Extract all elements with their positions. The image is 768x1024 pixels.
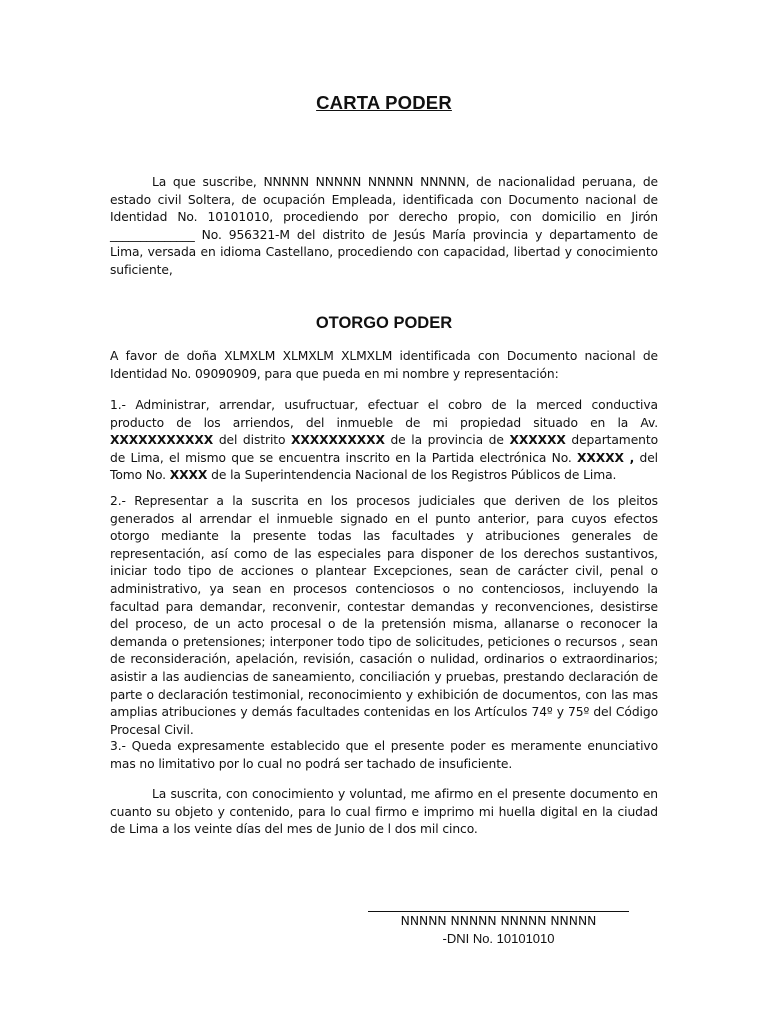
- clause-2-paragraph: 2.- Representar a la suscrita en los procesos judiciales que deriven de los pleitos generados al arrendar el inmueble signado en el punto anterior, para cuyos efectos otorgo mediante la presente todas las facultades y atribuciones generales de representación, así como de las especiales para disponer de los derechos sustantivos, iniciar todo tipo de acciones o plantear Excepciones, sean de carácter civil, penal o administrativo, ya sean en procesos contenciosos o no contenciosos, incluyendo la facultad para demandar, reconvenir, contestar demandas y reconvenciones, desistirse del proceso, de un acto procesal o de la pretensión misma, allanarse o reconocer la demanda o pretensiones; interponer todo tipo de solicitudes, peticiones o recursos , sean de reconsideración, apelación, revisión, casación o nulidad, ordinarios o extraordinarios; asistir a las audiencias de saneamiento, conciliación y pruebas, prestando declaración de parte o declaración testimonial, reconocimiento y exhibición de documentos, con las mas amplias atribuciones y demás facultades contenidas en los Artículos 74º y 75º del Código Procesal Civil.: [110, 494, 658, 737]
- clause-3-paragraph: 3.- Queda expresamente establecido que el presente poder es meramente enunciativo mas no limitativo por lo cual no podrá ser tachado de insuficiente.: [110, 739, 658, 771]
- clause-1-paragraph: [110, 397, 658, 485]
- clause-1-district: XXXXXXXXXX: [291, 433, 385, 448]
- signature-name: NNNNN NNNNN NNNNN NNNNN: [400, 914, 597, 928]
- favor-paragraph: A favor de doña XLMXLM XLMXLM XLMXLM identificada con Documento nacional de Identidad No. 09090909, para que pueda en mi nombre y representación:: [110, 349, 658, 381]
- signature-line: [368, 911, 629, 912]
- clause-1-text-d: departamento de Lima, el mismo que se encuentra inscrito en la Partida electrónica No.: [110, 433, 658, 465]
- clause-1-text-b: del distrito: [213, 433, 292, 448]
- intro-paragraph: La que suscribe, NNNNN NNNNN NNNNN NNNNN, de nacionalidad peruana, de estado civil Soltera, de ocupación Empleada, identificada con Documento nacional de Identidad No. 10101010, procediendo por derecho propio, con domicilio en Jirón ______________ No. 956321-M del distrito de Jesús María provincia y departamento de Lima, versada en idioma Castellano, procediendo con capacidad, libertad y conocimiento suficiente,: [110, 175, 658, 277]
- clause-1-tomo: XXXX: [169, 468, 208, 483]
- clause-1-text-a: 1.- Administrar, arrendar, usufructuar, efectuar el cobro de la merced conductiva producto de los arriendos, del inmueble de mi propiedad situado en la Av.: [110, 398, 658, 430]
- clause-1-text-e: del Tomo No.: [110, 450, 659, 483]
- clause-1-province: XXXXXX: [509, 433, 566, 448]
- clause-1-partida: XXXXX ,: [577, 450, 635, 465]
- document-title: CARTA PODER: [316, 92, 452, 113]
- clause-1-text-f: de la Superintendencia Nacional de los Registros Públicos de Lima.: [207, 468, 617, 483]
- clause-1-text-c: de la provincia de: [384, 433, 510, 448]
- section-heading-otorgo-poder: OTORGO PODER: [315, 314, 453, 332]
- clause-1-avenue: XXXXXXXXXXX: [110, 433, 214, 448]
- signature-dni: -DNI No. 10101010: [442, 931, 555, 946]
- closing-paragraph: La suscrita, con conocimiento y voluntad, me afirmo en el presente documento en cuanto su objeto y contenido, para lo cual firmo e imprimo mi huella digital en la ciudad de Lima a los veinte días del mes de Junio de l dos mil cinco.: [110, 787, 658, 837]
